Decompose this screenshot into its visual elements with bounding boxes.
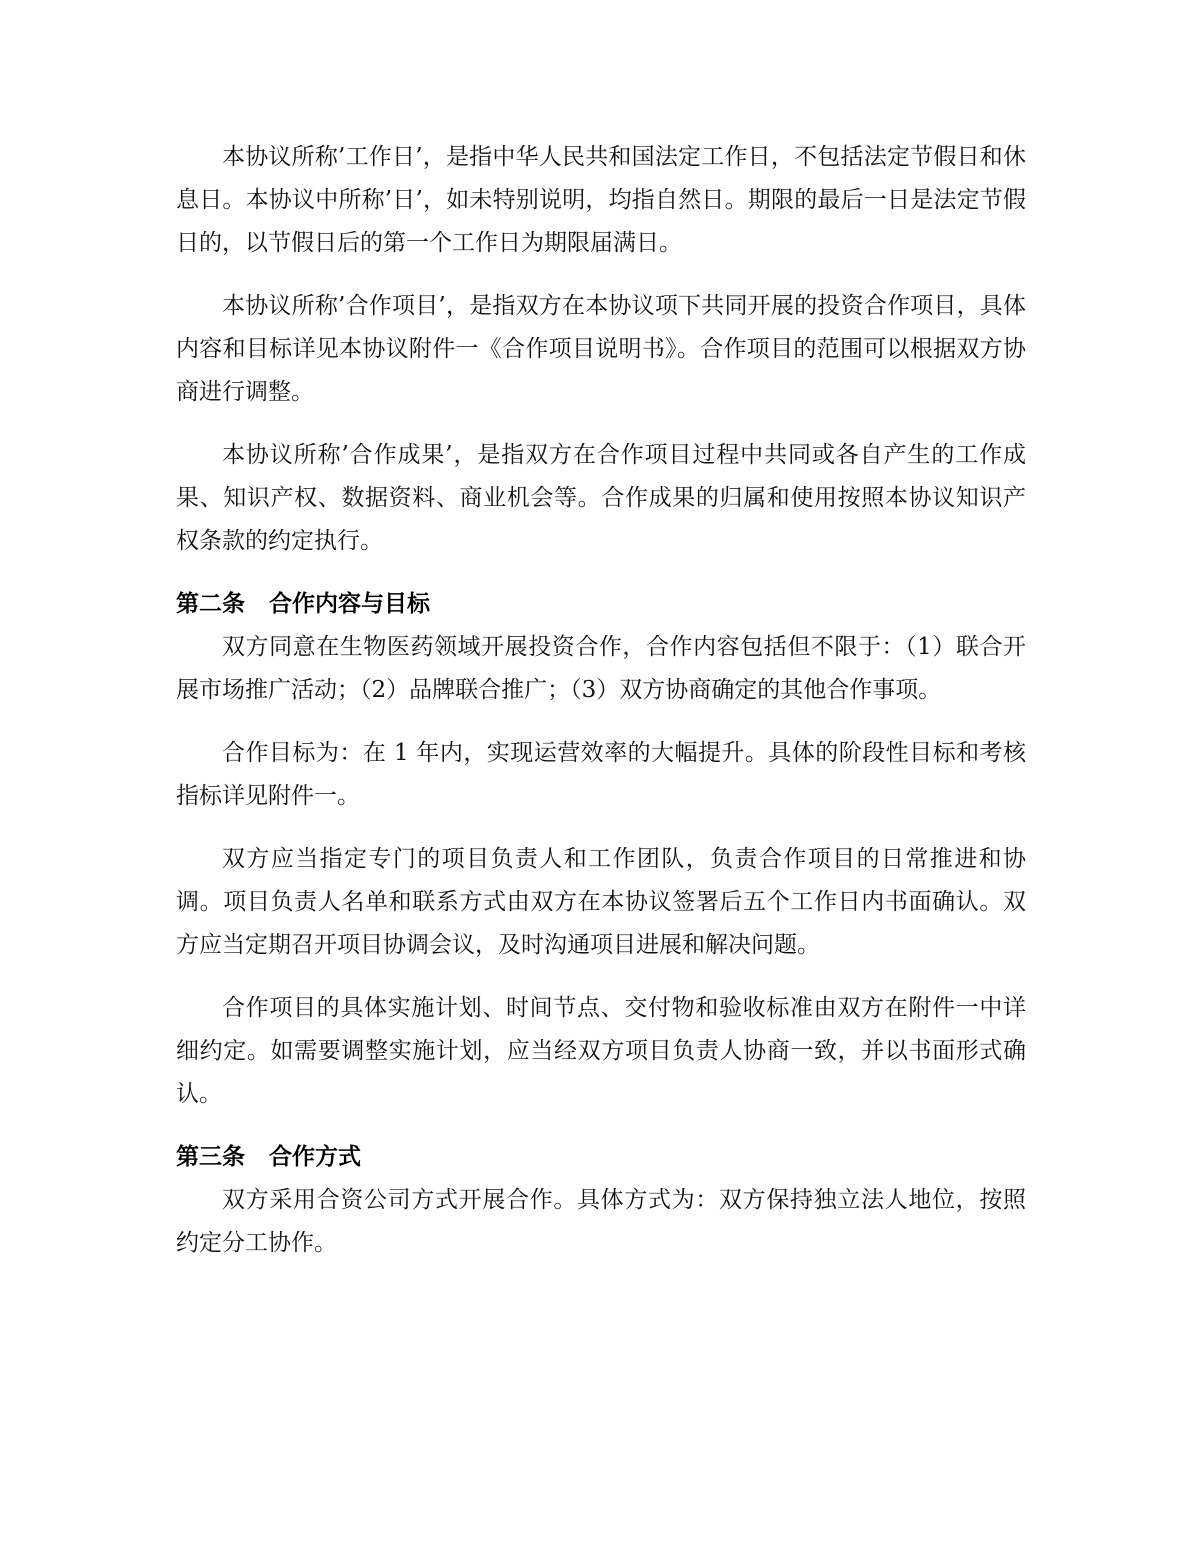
article-2-title: 合作内容与目标 — [269, 591, 430, 617]
article-3-paragraph-method: 双方采用合资公司方式开展合作。具体方式为：双方保持独立法人地位，按照约定分工协作。 — [176, 1187, 1026, 1256]
document-body — [176, 136, 1026, 1285]
article-3-number: 第三条 — [176, 1144, 245, 1170]
article-2-heading — [176, 583, 1026, 626]
definition-paragraph-cooperation-project: 本协议所称’合作项目’，是指双方在本协议项下共同开展的投资合作项目，具体内容和目标详见本协议附件一《合作项目说明书》。合作项目的范围可以根据双方协商进行调整。 — [176, 293, 1026, 405]
article-2-paragraph-team: 双方应当指定专门的项目负责人和工作团队，负责合作项目的日常推进和协调。项目负责人名单和联系方式由双方在本协议签署后五个工作日内书面确认。双方应当定期召开项目协调会议，及时沟通项目进展和解决问题。 — [176, 846, 1026, 958]
definition-paragraph-working-day: 本协议所称’工作日’，是指中华人民共和国法定工作日，不包括法定节假日和休息日。本协议中所称’日’，如未特别说明，均指自然日。期限的最后一日是法定节假日的，以节假日后的第一个工作日为期限届满日。 — [176, 144, 1026, 256]
article-2-paragraph-goal: 合作目标为：在 1 年内，实现运营效率的大幅提升。具体的阶段性目标和考核指标详见附件一。 — [176, 740, 1026, 809]
article-2-number: 第二条 — [176, 591, 245, 617]
article-2-paragraph-content: 双方同意在生物医药领域开展投资合作，合作内容包括但不限于：（1）联合开展市场推广活动；（2）品牌联合推广；（3）双方协商确定的其他合作事项。 — [176, 634, 1026, 703]
article-3-heading — [176, 1136, 1026, 1179]
definition-paragraph-cooperation-results: 本协议所称’合作成果’，是指双方在合作项目过程中共同或各自产生的工作成果、知识产权、数据资料、商业机会等。合作成果的归属和使用按照本协议知识产权条款的约定执行。 — [176, 442, 1026, 554]
article-3-title: 合作方式 — [269, 1144, 361, 1170]
article-2-paragraph-plan: 合作项目的具体实施计划、时间节点、交付物和验收标准由双方在附件一中详细约定。如需要调整实施计划，应当经双方项目负责人协商一致，并以书面形式确认。 — [176, 995, 1026, 1107]
